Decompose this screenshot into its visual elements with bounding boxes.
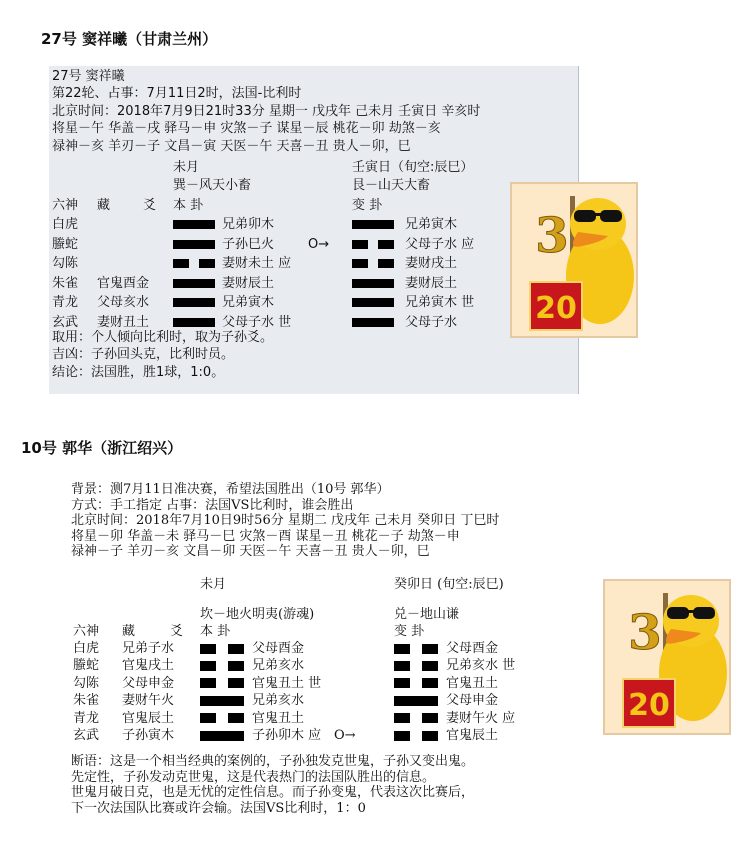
s1-col-cang: 藏: [97, 198, 111, 213]
bian-yao-label: 兄弟寅木 世: [405, 295, 475, 310]
yang-line-icon: [200, 696, 244, 706]
ben-yao-line: [200, 711, 244, 727]
s2-col-bian: 变 卦: [394, 624, 425, 639]
s1-line-stars2: 禄神－亥 羊刃－子 文昌－寅 天医－午 天喜－丑 贵人－卯，巳: [52, 138, 411, 154]
yin-line-icon: [394, 713, 438, 723]
bian-yao-label: 妻财辰土: [405, 275, 458, 291]
yin-line-icon: [200, 661, 244, 671]
yang-line-icon: [173, 298, 215, 307]
liushen-label: 玄武: [52, 314, 79, 330]
ben-yao-label: 兄弟亥水: [252, 658, 305, 674]
bian-yao-label: 官鬼辰土: [446, 728, 499, 743]
s2-footer-duanyu: 断语：这是一个相当经典的案例的，子孙独发克世鬼，子孙又变出鬼。: [71, 754, 475, 769]
s1-main-gua: 巽－风天小畜: [173, 178, 252, 193]
bian-yao-line: [352, 236, 394, 254]
s2-col-cang: 藏: [122, 624, 136, 639]
bian-yao-line: [394, 693, 438, 709]
ben-yao-line: [173, 294, 215, 312]
ben-yao-line: [200, 658, 244, 674]
ben-yao-label: 官鬼丑土: [252, 710, 305, 726]
s1-col-yao: 爻: [143, 198, 157, 213]
liushen-label: 朱雀: [52, 275, 79, 291]
s2-footer-dingxing: 先定性，子孙发动克世鬼，这是代表热门的法国队胜出的信息。: [71, 769, 436, 785]
cang-label: 妻财丑土: [97, 314, 150, 330]
s2-col-liushen: 六神: [73, 624, 100, 639]
cang-label: 妻财午火: [122, 693, 175, 709]
ben-yao-label: 兄弟寅木: [222, 295, 275, 310]
yin-line-icon: [200, 713, 244, 723]
cang-label: 兄弟子水: [122, 641, 175, 656]
ben-yao-label: 兄弟卯木: [222, 217, 275, 232]
s1-col-ben: 本 卦: [173, 198, 204, 213]
yin-line-icon: [352, 259, 394, 268]
sticker-digit: 3: [628, 605, 662, 661]
ben-yao-label: 父母子水 世: [222, 314, 292, 330]
s2-day-info: 癸卯日 (旬空:辰巳): [394, 577, 504, 592]
yang-line-icon: [352, 298, 394, 307]
yin-line-icon: [200, 678, 244, 688]
s1-footer-jixiong: 吉凶：子孙回头克，比利时员。: [52, 347, 235, 363]
liushen-label: 螣蛇: [73, 658, 100, 674]
ben-yao-line: [173, 255, 215, 273]
ben-yao-line: [173, 275, 215, 293]
duck-sticker-image-1: [510, 182, 638, 338]
section2-header-lines: [71, 482, 499, 560]
ben-yao-line: [200, 676, 244, 692]
liushen-label: 玄武: [73, 728, 100, 743]
ben-yao-line: [200, 641, 244, 657]
moving-yao-mark: O→: [334, 728, 356, 743]
s2-month: 未月: [200, 577, 227, 592]
s2-line-stars2: 禄神－子 羊刃－亥 文昌－卯 天医－午 天喜－丑 贵人－卯，巳: [71, 544, 430, 560]
bian-yao-label: 妻财戌土: [405, 256, 458, 271]
s2-footer-result: 下一次法国队比赛或许会输。法国VS比利时，1：0: [71, 800, 366, 816]
yin-line-icon: [173, 259, 215, 268]
yang-line-icon: [173, 240, 215, 249]
ben-yao-label: 父母酉金: [252, 641, 305, 656]
s2-line-time: 北京时间：2018年7月10日9时56分 星期二 戊戌年 己未月 癸卯日 丁巳时: [71, 513, 500, 529]
cang-label: 父母亥水: [97, 295, 150, 310]
section2-heading: 10号 郭华（浙江绍兴）: [21, 439, 183, 457]
s1-footer-quyong: 取用：个人倾向比利时，取为子孙爻。: [52, 330, 274, 345]
bian-yao-line: [352, 275, 394, 293]
s2-col-yao: 爻: [170, 624, 184, 639]
s2-main-gua: 坎－地火明夷(游魂): [200, 607, 315, 622]
bian-yao-label: 父母子水: [405, 314, 458, 330]
ben-yao-line: [173, 236, 215, 254]
bian-yao-line: [352, 294, 394, 312]
s1-footer-jielun: 结论：法国胜，胜1球，1:0。: [52, 364, 225, 380]
moving-yao-mark: O→: [308, 236, 330, 252]
yang-line-icon: [173, 220, 215, 229]
ben-yao-label: 子孙卯木 应: [252, 728, 322, 743]
liushen-label: 白虎: [73, 641, 100, 656]
yin-line-icon: [352, 240, 394, 249]
bian-yao-label: 父母申金: [446, 693, 499, 709]
liushen-label: 白虎: [52, 217, 79, 232]
s1-line-round: 第22轮、占事：7月11日2时，法国-比利时: [52, 86, 302, 102]
section1-heading: 27号 窦祥曦（甘肃兰州）: [41, 30, 218, 48]
bian-yao-label: 兄弟寅木: [405, 217, 458, 232]
bian-yao-label: 父母酉金: [446, 641, 499, 656]
bian-yao-line: [394, 641, 438, 657]
duck-icon: [512, 184, 636, 336]
s1-line-title: 27号 窦祥曦: [52, 69, 125, 84]
ben-yao-label: 官鬼丑土 世: [252, 675, 322, 691]
ben-yao-line: [173, 216, 215, 234]
sticker-digit: 3: [535, 208, 569, 264]
bian-yao-line: [352, 314, 394, 332]
s1-col-bian: 变 卦: [352, 198, 383, 213]
bian-yao-label: 官鬼丑土: [446, 675, 499, 691]
bian-yao-label: 兄弟亥水 世: [446, 658, 516, 674]
sticker-number: 20: [628, 688, 670, 723]
section2-footer: [71, 754, 474, 816]
ben-yao-line: [200, 728, 244, 744]
s2-line-background: 背景：测7月11日准决赛，希望法国胜出（10号 郭华）: [71, 482, 390, 497]
cang-label: 官鬼酉金: [97, 275, 150, 291]
s2-line-method: 方式：手工指定 占事：法国VS比利时，谁会胜出: [71, 497, 354, 513]
section1-panel: [49, 66, 579, 394]
s1-line-time: 北京时间：2018年7月9日21时33分 星期一 戊戌年 己未月 壬寅日 辛亥时: [52, 103, 481, 119]
yang-line-icon: [173, 279, 215, 288]
bian-yao-label: 妻财午火 应: [446, 710, 516, 726]
liushen-label: 勾陈: [52, 256, 79, 271]
s1-line-stars1: 将星－午 华盖－戌 驿马－申 灾煞－子 谋星－辰 桃花－卯 劫煞－亥: [52, 121, 441, 137]
yang-line-icon: [352, 279, 394, 288]
sticker-number: 20: [535, 291, 577, 326]
liushen-label: 勾陈: [73, 675, 100, 691]
s1-changed-gua: 艮－山天大畜: [352, 178, 431, 193]
yin-line-icon: [394, 644, 438, 654]
ben-yao-label: 妻财未土 应: [222, 256, 292, 271]
yang-line-icon: [200, 731, 244, 741]
s2-col-ben: 本 卦: [200, 624, 231, 639]
yang-line-icon: [173, 318, 215, 327]
bian-yao-line: [394, 728, 438, 744]
bian-yao-line: [394, 676, 438, 692]
duck-sticker-image-2: [603, 579, 731, 735]
liushen-label: 朱雀: [73, 693, 100, 709]
s2-footer-shigui: 世鬼月破日克，也是无忧的定性信息。而子孙变鬼，代表这次比赛后，: [71, 785, 475, 801]
bian-yao-line: [352, 216, 394, 234]
s1-day-info: 壬寅日（旬空:辰巳）: [352, 160, 474, 175]
yin-line-icon: [394, 731, 438, 741]
liushen-label: 螣蛇: [52, 236, 79, 252]
ben-yao-label: 兄弟亥水: [252, 693, 305, 709]
cang-label: 官鬼戌土: [122, 658, 175, 674]
s2-changed-gua: 兑－地山谦: [394, 607, 460, 622]
s1-month: 未月: [173, 160, 200, 175]
s1-col-liushen: 六神: [52, 198, 79, 213]
bian-yao-label: 父母子水 应: [405, 236, 475, 252]
cang-label: 子孙寅木: [122, 728, 175, 743]
yin-line-icon: [200, 644, 244, 654]
cang-label: 官鬼辰土: [122, 710, 175, 726]
yang-line-icon: [352, 318, 394, 327]
liushen-label: 青龙: [73, 710, 100, 726]
bian-yao-line: [394, 658, 438, 674]
ben-yao-label: 妻财辰土: [222, 275, 275, 291]
bian-yao-line: [394, 711, 438, 727]
yang-line-icon: [394, 696, 438, 706]
yin-line-icon: [394, 678, 438, 688]
bian-yao-line: [352, 255, 394, 273]
yin-line-icon: [394, 661, 438, 671]
liushen-label: 青龙: [52, 295, 79, 310]
s2-line-stars1: 将星－卯 华盖－未 驿马－巳 灾煞－酉 谋星－丑 桃花－子 劫煞－申: [71, 528, 460, 544]
yang-line-icon: [352, 220, 394, 229]
ben-yao-line: [200, 693, 244, 709]
ben-yao-label: 子孙巳火: [222, 236, 275, 252]
duck-icon: [605, 581, 729, 733]
cang-label: 父母申金: [122, 675, 175, 691]
